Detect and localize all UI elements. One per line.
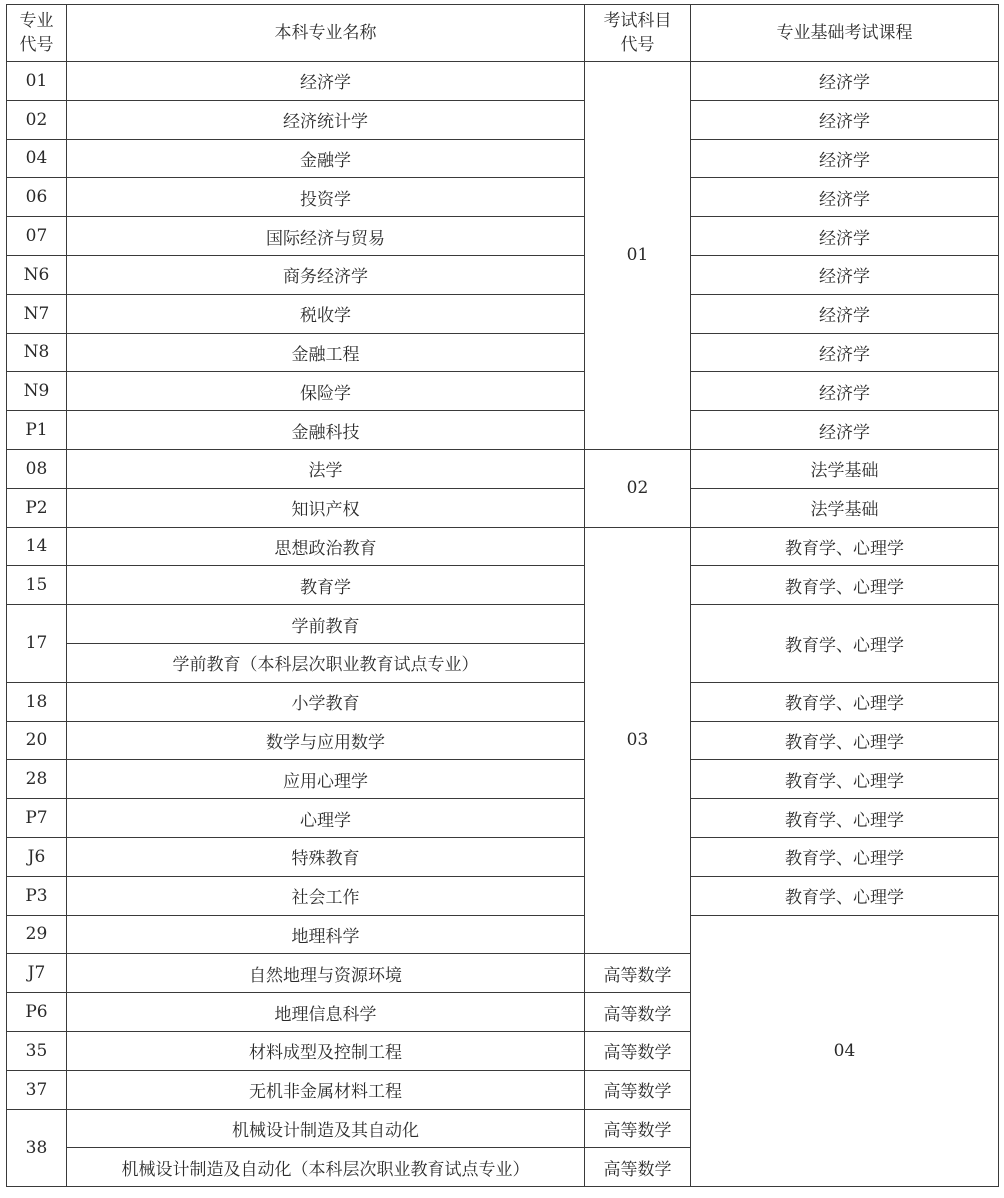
exam-course-cell: 法学基础: [691, 488, 999, 527]
exam-code-cell: 02: [585, 449, 691, 527]
major-name-cell: 社会工作: [67, 876, 585, 915]
major-code-cell: N9: [7, 372, 67, 411]
table-row: [7, 62, 999, 101]
table-row: [7, 100, 999, 139]
exam-course-cell: 经济学: [691, 139, 999, 178]
major-name-cell: 金融学: [67, 139, 585, 178]
exam-course-cell: 高等数学: [585, 1148, 691, 1187]
table-row: [7, 372, 999, 411]
exam-course-cell: 高等数学: [585, 1109, 691, 1148]
table-row: [7, 333, 999, 372]
major-name-cell: 投资学: [67, 178, 585, 217]
table-row: [7, 217, 999, 256]
table-row: [7, 178, 999, 217]
table-row: [7, 527, 999, 566]
major-name-cell: 法学: [67, 449, 585, 488]
major-code-cell: P6: [7, 993, 67, 1032]
major-code-cell: 17: [7, 605, 67, 683]
exam-course-cell: 经济学: [691, 372, 999, 411]
major-code-cell: J6: [7, 837, 67, 876]
exam-code-cell: 03: [585, 527, 691, 954]
exam-course-cell: 教育学、心理学: [691, 527, 999, 566]
table-row: [7, 255, 999, 294]
major-code-cell: N8: [7, 333, 67, 372]
major-name-cell: 心理学: [67, 799, 585, 838]
exam-code-cell: 04: [691, 915, 999, 1187]
major-name-cell: 机械设计制造及其自动化: [67, 1109, 585, 1148]
table-row: [7, 760, 999, 799]
major-code-cell: 01: [7, 62, 67, 101]
major-name-cell: 学前教育: [67, 605, 585, 644]
major-name-cell: 思想政治教育: [67, 527, 585, 566]
major-name-cell: 特殊教育: [67, 837, 585, 876]
exam-course-cell: 法学基础: [691, 449, 999, 488]
major-code-cell: P1: [7, 411, 67, 450]
major-name-cell: 经济统计学: [67, 100, 585, 139]
exam-course-cell: 经济学: [691, 178, 999, 217]
exam-course-cell: 经济学: [691, 62, 999, 101]
major-code-cell: 14: [7, 527, 67, 566]
table-row: [7, 605, 999, 644]
major-code-cell: N7: [7, 294, 67, 333]
table-row: [7, 411, 999, 450]
table-row: [7, 566, 999, 605]
major-code-cell: 04: [7, 139, 67, 178]
exam-course-cell: 高等数学: [585, 1031, 691, 1070]
major-name-cell: 金融工程: [67, 333, 585, 372]
major-name-cell: 金融科技: [67, 411, 585, 450]
header-exam-code: 考试科目 代号: [585, 5, 691, 62]
major-name-cell: 无机非金属材料工程: [67, 1070, 585, 1109]
major-code-cell: 28: [7, 760, 67, 799]
major-name-cell: 数学与应用数学: [67, 721, 585, 760]
major-code-cell: 15: [7, 566, 67, 605]
table-row: [7, 876, 999, 915]
exam-course-cell: 教育学、心理学: [691, 566, 999, 605]
exam-course-cell: 高等数学: [585, 954, 691, 993]
table-row: [7, 682, 999, 721]
major-code-cell: J7: [7, 954, 67, 993]
major-code-cell: P2: [7, 488, 67, 527]
exam-course-cell: 经济学: [691, 411, 999, 450]
table-row: [7, 799, 999, 838]
major-code-cell: 20: [7, 721, 67, 760]
exam-course-cell: 经济学: [691, 255, 999, 294]
major-name-cell: 经济学: [67, 62, 585, 101]
major-code-cell: 08: [7, 449, 67, 488]
major-name-cell: 地理科学: [67, 915, 585, 954]
major-name-cell: 商务经济学: [67, 255, 585, 294]
exam-course-cell: 教育学、心理学: [691, 760, 999, 799]
exam-course-cell: 经济学: [691, 100, 999, 139]
major-code-cell: P7: [7, 799, 67, 838]
major-code-cell: 18: [7, 682, 67, 721]
exam-course-cell: 高等数学: [585, 993, 691, 1032]
major-code-cell: 37: [7, 1070, 67, 1109]
major-name-cell: 国际经济与贸易: [67, 217, 585, 256]
major-name-cell: 知识产权: [67, 488, 585, 527]
exam-course-cell: 教育学、心理学: [691, 799, 999, 838]
header-major-code: 专业 代号: [7, 5, 67, 62]
exam-course-cell: 经济学: [691, 217, 999, 256]
major-name-cell: 学前教育（本科层次职业教育试点专业）: [67, 643, 585, 682]
header-exam-course: 专业基础考试课程: [691, 5, 999, 62]
exam-course-cell: 高等数学: [585, 1070, 691, 1109]
table-row: [7, 915, 999, 954]
major-name-cell: 保险学: [67, 372, 585, 411]
major-name-cell: 机械设计制造及自动化（本科层次职业教育试点专业）: [67, 1148, 585, 1187]
major-code-cell: 29: [7, 915, 67, 954]
major-name-cell: 税收学: [67, 294, 585, 333]
major-exam-table: [6, 4, 999, 1187]
header-row: [7, 5, 999, 62]
table-row: [7, 294, 999, 333]
major-code-cell: 38: [7, 1109, 67, 1187]
table-row: [7, 449, 999, 488]
exam-course-cell: 教育学、心理学: [691, 682, 999, 721]
table-row: [7, 488, 999, 527]
major-name-cell: 应用心理学: [67, 760, 585, 799]
major-code-cell: P3: [7, 876, 67, 915]
major-code-cell: 07: [7, 217, 67, 256]
exam-code-cell: 01: [585, 62, 691, 450]
exam-course-cell: 教育学、心理学: [691, 837, 999, 876]
major-code-cell: 06: [7, 178, 67, 217]
major-code-cell: 02: [7, 100, 67, 139]
major-name-cell: 教育学: [67, 566, 585, 605]
header-major-name: 本科专业名称: [67, 5, 585, 62]
exam-course-cell: 教育学、心理学: [691, 605, 999, 683]
exam-course-cell: 教育学、心理学: [691, 721, 999, 760]
major-name-cell: 材料成型及控制工程: [67, 1031, 585, 1070]
major-name-cell: 小学教育: [67, 682, 585, 721]
major-name-cell: 地理信息科学: [67, 993, 585, 1032]
exam-course-cell: 教育学、心理学: [691, 876, 999, 915]
major-table-wrapper: [6, 4, 999, 1187]
major-code-cell: N6: [7, 255, 67, 294]
table-row: [7, 139, 999, 178]
major-name-cell: 自然地理与资源环境: [67, 954, 585, 993]
major-code-cell: 35: [7, 1031, 67, 1070]
table-row: [7, 837, 999, 876]
exam-course-cell: 经济学: [691, 294, 999, 333]
table-row: [7, 721, 999, 760]
exam-course-cell: 经济学: [691, 333, 999, 372]
